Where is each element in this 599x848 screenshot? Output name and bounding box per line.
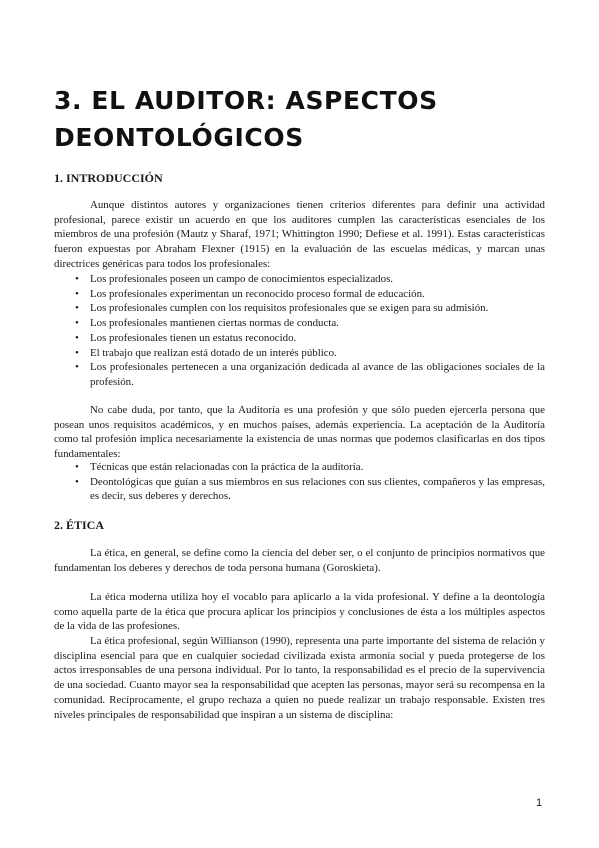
page-number: 1 [536,797,543,809]
section-heading-introduccion: 1. INTRODUCCIÓN [54,171,163,185]
intro-paragraph-1: Aunque distintos autores y organizaciones tienen criterios diferentes para definir una actividad profesional, parece existir un acuerdo en que los auditores cumplen las características esenciales de los miembros de una profesión (Mautz y Sharaf, 1971; Whittington 1990; Defiese et al. 1991). Estas características fueron expuestas por Abraham Flexner (1915) en la evaluación de las escuelas médicas, y marcan unas directrices genéricas para todos los profesionales: [54,199,545,270]
list-item: • Los profesionales tienen un estatus reconocido. [90,331,545,346]
list-item: • Técnicas que están relacionadas con la práctica de la auditoría. [90,460,545,475]
list-item: • Los profesionales experimentan un reconocido proceso formal de educación. [90,287,545,302]
intro-paragraph-2: No cabe duda, por tanto, que la Auditoría es una profesión y que sólo pueden ejercerla persona que posean unos requisitos académicos, y en muchos países, además experiencia. La aceptación de la Auditoría como tal profesión implica necesariamente la existencia de unas normas que podemos clasificarlas en dos tipos fundamentales: [54,404,545,461]
list-item: • Los profesionales cumplen con los requisitos profesionales que se exigen para su admisión. [90,301,545,316]
list-item: • El trabajo que realizan está dotado de un interés público. [90,346,545,361]
ethics-paragraph-1: La ética, en general, se define como la ciencia del deber ser, o el conjunto de principios normativos que fundamentan los deberes y derechos de toda persona humana (Goroskieta). [54,547,545,574]
professional-characteristics-list [90,272,545,390]
page-title: 3. EL AUDITOR: ASPECTOS DEONTOLÓGICOS [54,86,438,152]
list-item: • Los profesionales mantienen ciertas normas de conducta. [90,316,545,331]
norm-types-list [90,460,545,504]
ethics-paragraph-2: La ética moderna utiliza hoy el vocablo para aplicarlo a la vida profesional. Y define a la deontología como aquella parte de la ética que procura aplicar los principios y conclusiones de ésta a los múltiples aspectos de la vida de las profesiones. [54,591,545,633]
list-item: • Los profesionales poseen un campo de conocimientos especializados. [90,272,545,287]
list-item: • Deontológicas que guían a sus miembros en sus relaciones con sus clientes, compañeros y las empresas, es decir, sus deberes y derechos. [90,475,545,504]
list-item: • Los profesionales pertenecen a una organización dedicada al avance de las obligaciones sociales de la profesión. [90,360,545,389]
ethics-paragraph-3: La ética profesional, según Willianson (1990), representa una parte importante del sistema de relación y disciplina esencial para que en cualquier sociedad civilizada exista armonía social y pueda protegerse de los actos irresponsables de una persona individual. Por lo tanto, la responsabilidad es el precio de la supervivencia de una sociedad. Cuanto mayor sea la responsabilidad que acepten las personas, mayor será su recompensa en la comunidad. Recíprocamente, el grupo rechaza a quien no puede realizar un trabajo responsable. Existen tres niveles principales de responsabilidad que inspiran a un sistema de disciplina: [54,635,545,721]
section-heading-etica: 2. ÉTICA [54,518,105,532]
